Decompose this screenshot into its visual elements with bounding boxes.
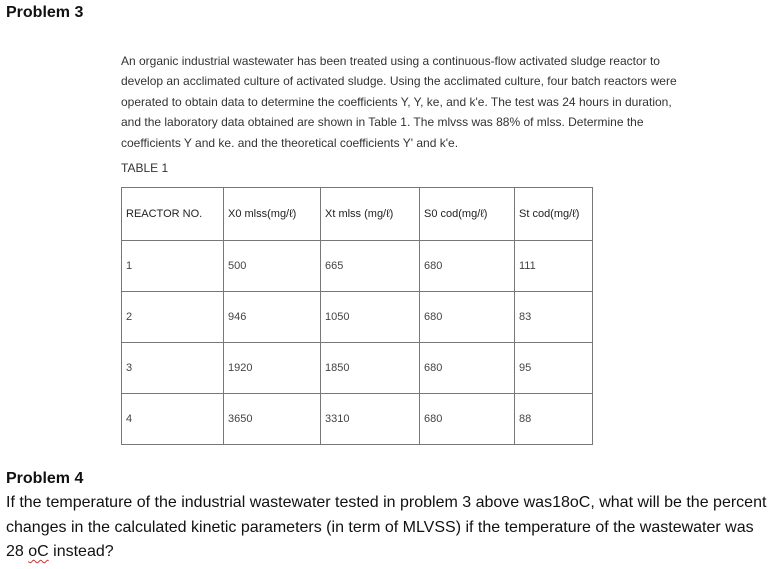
- table-label: TABLE 1: [121, 161, 169, 175]
- cell-reactor: 3: [122, 343, 224, 394]
- cell-xt: 1050: [321, 292, 420, 343]
- cell-reactor: 4: [122, 394, 224, 445]
- header-xt: Xt mlss (mg/ℓ): [321, 188, 420, 241]
- problem-4-text-end: instead?: [48, 543, 114, 560]
- data-table: [121, 187, 593, 445]
- cell-x0: 946: [224, 292, 321, 343]
- cell-xt: 1850: [321, 343, 420, 394]
- problem-3-title: Problem 3: [6, 4, 84, 21]
- table-row: [122, 394, 593, 445]
- header-reactor-no: REACTOR NO.: [122, 188, 224, 241]
- table-row: [122, 292, 593, 343]
- header-st: St cod(mg/ℓ): [515, 188, 593, 241]
- cell-x0: 1920: [224, 343, 321, 394]
- cell-x0: 3650: [224, 394, 321, 445]
- cell-s0: 680: [420, 343, 515, 394]
- cell-xt: 3310: [321, 394, 420, 445]
- problem-4-title: Problem 4: [6, 470, 84, 487]
- cell-st: 95: [515, 343, 593, 394]
- cell-x0: 500: [224, 241, 321, 292]
- header-s0: S0 cod(mg/ℓ): [420, 188, 515, 241]
- cell-st: 83: [515, 292, 593, 343]
- cell-st: 88: [515, 394, 593, 445]
- cell-reactor: 2: [122, 292, 224, 343]
- table-header-row: [122, 188, 593, 241]
- problem-4-paragraph: [6, 491, 768, 565]
- cell-s0: 680: [420, 241, 515, 292]
- problem-3-text: An organic industrial wastewater has been treated using a continuous-flow activated sludge reactor to develop an acclimated culture of activated sludge. Using the acclimated culture, four batch reactors were operated to obtain data to determine the coefficients Y, Y, ke, and k'e. The test was 24 hours in duration, and the laboratory data obtained are shown in Table 1. The mlvss was 88% of mlss. Determine the coefficients Y and ke. and the theoretical coefficients Y' and k'e.: [121, 54, 677, 150]
- cell-xt: 665: [321, 241, 420, 292]
- header-x0: X0 mlss(mg/ℓ): [224, 188, 321, 241]
- cell-s0: 680: [420, 292, 515, 343]
- cell-s0: 680: [420, 394, 515, 445]
- table-row: [122, 343, 593, 394]
- problem-3-paragraph: [121, 51, 681, 153]
- problem-4-text: If the temperature of the industrial wastewater tested in problem 3 above was18oC, what will be the percent changes in the calculated kinetic parameters (in term of MLVSS) if the temperature of the wastewater was 28: [6, 494, 767, 560]
- cell-reactor: 1: [122, 241, 224, 292]
- cell-st: 111: [515, 241, 593, 292]
- spellcheck-flagged-word: oC: [28, 543, 49, 560]
- table-row: [122, 241, 593, 292]
